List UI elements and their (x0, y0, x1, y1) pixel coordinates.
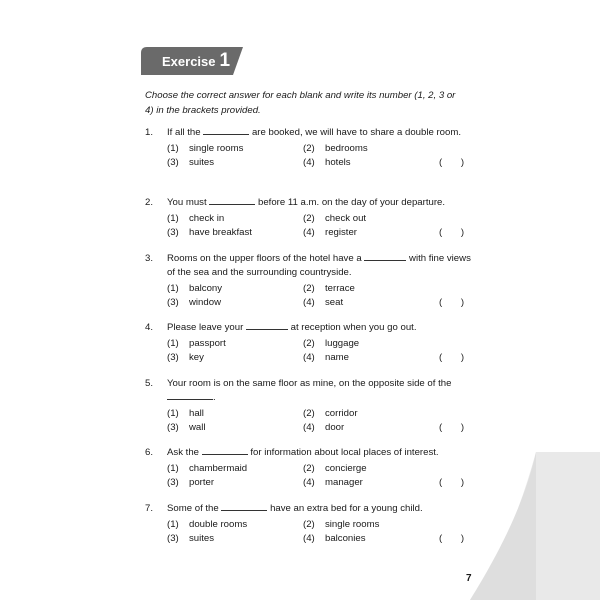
question-text-after: are booked, we will have to share a double room. (251, 127, 462, 138)
option-text: manager (325, 477, 363, 488)
option-1 (167, 337, 226, 351)
option-3 (167, 226, 252, 240)
option-2 (303, 407, 358, 421)
option-text: chambermaid (189, 463, 248, 474)
option-label: (4) (303, 157, 315, 168)
option-text: suites (189, 157, 215, 168)
option-label: (1) (167, 463, 179, 474)
option-4 (303, 476, 363, 490)
option-label: (3) (167, 227, 179, 238)
option-3 (167, 156, 214, 170)
answer-bracket[interactable]: ( ) (439, 352, 465, 363)
fill-in-blank (209, 196, 255, 205)
option-label: (1) (167, 143, 179, 154)
question-text-after: for information about local places of interest. (250, 447, 439, 458)
option-text: suites (189, 533, 215, 544)
question-text (167, 446, 475, 460)
option-2 (303, 462, 367, 476)
option-text: name (325, 352, 349, 363)
option-label: (2) (303, 213, 315, 224)
option-1 (167, 282, 222, 296)
answer-options (167, 142, 475, 170)
question-text (167, 502, 475, 516)
fill-in-blank (167, 391, 213, 400)
option-label: (3) (167, 422, 179, 433)
exercise-number: 1 (219, 50, 231, 71)
option-text: door (325, 422, 345, 433)
option-text: luggage (325, 338, 360, 349)
option-text: porter (189, 477, 215, 488)
page-number: 7 (466, 573, 472, 584)
option-text: window (189, 297, 221, 308)
option-label: (4) (303, 422, 315, 433)
answer-options (167, 337, 475, 365)
option-1 (167, 212, 224, 226)
exercise-header-tab (141, 47, 243, 75)
answer-bracket[interactable]: ( ) (439, 157, 465, 168)
question-text (167, 321, 475, 335)
fill-in-blank (202, 446, 248, 455)
question-7 (145, 502, 475, 546)
option-1 (167, 142, 243, 156)
option-text: concierge (325, 463, 367, 474)
option-label: (3) (167, 352, 179, 363)
option-label: (2) (303, 283, 315, 294)
question-number: 2. (145, 197, 154, 208)
option-text: hall (189, 408, 204, 419)
option-text: have breakfast (189, 227, 252, 238)
option-4 (303, 296, 343, 310)
option-text: terrace (325, 283, 355, 294)
option-label: (4) (303, 297, 315, 308)
question-number: 7. (145, 503, 154, 514)
option-label: (2) (303, 519, 315, 530)
question-text-before: Your room is on the same floor as mine, on the opposite side of the (167, 378, 452, 389)
answer-bracket[interactable]: ( ) (439, 477, 465, 488)
option-4 (303, 421, 344, 435)
answer-options (167, 462, 475, 490)
option-2 (303, 282, 355, 296)
option-2 (303, 518, 379, 532)
option-label: (4) (303, 352, 315, 363)
option-2 (303, 142, 368, 156)
answer-bracket[interactable]: ( ) (439, 297, 465, 308)
option-text: key (189, 352, 204, 363)
option-label: (1) (167, 213, 179, 224)
question-text (167, 377, 475, 405)
option-label: (4) (303, 227, 315, 238)
option-label: (1) (167, 519, 179, 530)
question-text-after: . (213, 392, 216, 403)
question-5 (145, 377, 475, 435)
question-2 (145, 196, 475, 240)
fill-in-blank (246, 321, 288, 330)
question-text-after: have an extra bed for a young child. (270, 503, 423, 514)
option-4 (303, 156, 351, 170)
option-4 (303, 226, 357, 240)
answer-options (167, 212, 475, 240)
exercise-label: Exercise (162, 54, 216, 69)
question-text-before: Ask the (167, 447, 199, 458)
option-label: (1) (167, 408, 179, 419)
option-label: (4) (303, 533, 315, 544)
question-text-before: If all the (167, 127, 201, 138)
option-3 (167, 296, 221, 310)
answer-options (167, 518, 475, 546)
option-1 (167, 518, 247, 532)
option-text: corridor (325, 408, 358, 419)
option-4 (303, 351, 349, 365)
fill-in-blank (221, 502, 267, 511)
option-text: balconies (325, 533, 366, 544)
answer-bracket[interactable]: ( ) (439, 422, 465, 433)
question-number: 6. (145, 447, 154, 458)
option-3 (167, 532, 214, 546)
option-text: passport (189, 338, 226, 349)
option-label: (2) (303, 143, 315, 154)
option-text: check in (189, 213, 225, 224)
question-3 (145, 252, 475, 310)
question-number: 5. (145, 378, 154, 389)
option-label: (2) (303, 338, 315, 349)
option-3 (167, 476, 214, 490)
option-label: (2) (303, 408, 315, 419)
question-text-after: before 11 a.m. on the day of your departure. (258, 197, 446, 208)
option-2 (303, 212, 366, 226)
option-text: wall (189, 422, 206, 433)
answer-options (167, 282, 475, 310)
option-label: (3) (167, 157, 179, 168)
option-1 (167, 462, 247, 476)
option-label: (4) (303, 477, 315, 488)
option-label: (3) (167, 297, 179, 308)
instructions: Choose the correct answer for each blank and write its number (1, 2, 3 or 4) in the brackets provided. (145, 90, 456, 116)
answer-bracket[interactable]: ( ) (439, 227, 465, 238)
question-number: 3. (145, 253, 154, 264)
question-text (167, 126, 475, 140)
option-label: (3) (167, 533, 179, 544)
option-text: hotels (325, 157, 351, 168)
question-text-after: with fine views of the sea and the surrounding countryside. (167, 253, 471, 278)
option-text: bedrooms (325, 143, 368, 154)
option-label: (2) (303, 463, 315, 474)
question-text (167, 252, 475, 280)
question-text-after: at reception when you go out. (290, 322, 417, 333)
question-number: 4. (145, 322, 154, 333)
option-label: (1) (167, 283, 179, 294)
option-text: balcony (189, 283, 223, 294)
option-text: double rooms (189, 519, 248, 530)
option-text: single rooms (325, 519, 380, 530)
option-text: check out (325, 213, 367, 224)
option-2 (303, 337, 359, 351)
option-3 (167, 351, 204, 365)
question-number: 1. (145, 127, 154, 138)
question-text-before: Please leave your (167, 322, 244, 333)
question-text-before: Some of the (167, 503, 219, 514)
option-1 (167, 407, 204, 421)
option-3 (167, 421, 206, 435)
answer-options (167, 407, 475, 435)
option-label: (1) (167, 338, 179, 349)
question-6 (145, 446, 475, 490)
option-text: register (325, 227, 357, 238)
option-text: single rooms (189, 143, 244, 154)
option-text: seat (325, 297, 344, 308)
option-label: (3) (167, 477, 179, 488)
question-text (167, 196, 475, 210)
question-text-before: You must (167, 197, 207, 208)
option-4 (303, 532, 366, 546)
question-1 (145, 126, 475, 170)
question-4 (145, 321, 475, 365)
exercise-title (162, 50, 230, 73)
fill-in-blank (203, 126, 249, 135)
answer-bracket[interactable]: ( ) (439, 533, 465, 544)
question-text-before: Rooms on the upper floors of the hotel have a (167, 253, 362, 264)
fill-in-blank (364, 252, 406, 261)
